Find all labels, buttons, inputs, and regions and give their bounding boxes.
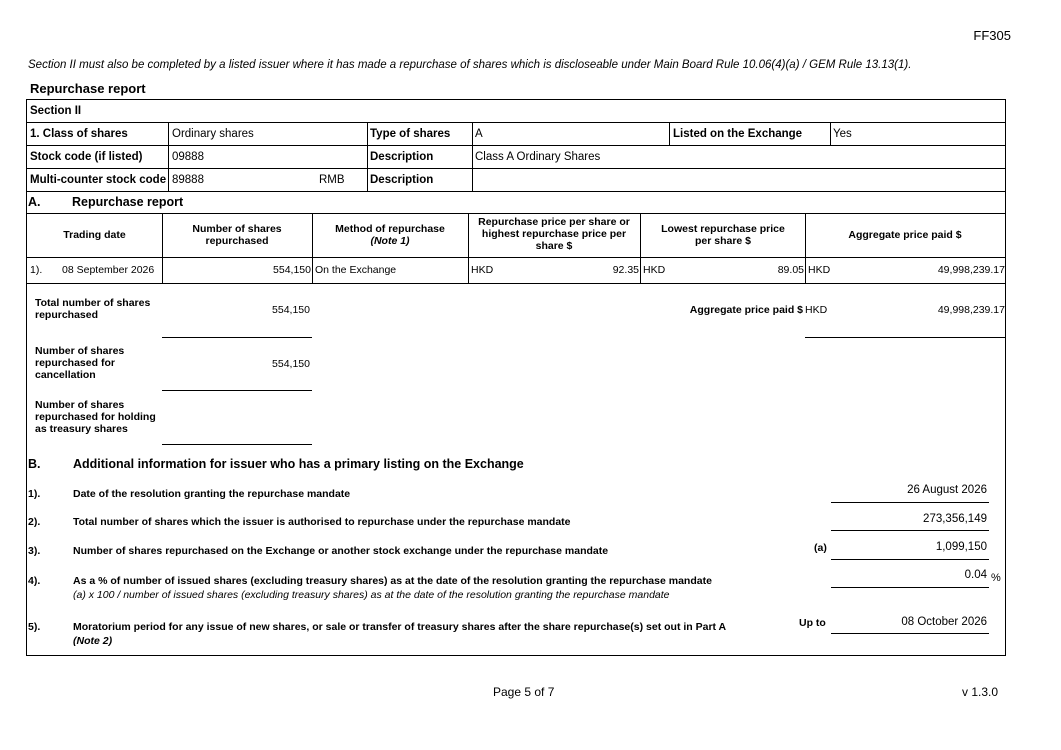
rule xyxy=(640,213,641,283)
section-title: Section II xyxy=(30,105,82,117)
b-item-index: 2). xyxy=(28,516,41,528)
value-line xyxy=(831,502,989,503)
col-method xyxy=(312,223,468,247)
b-item-sublabel: (Note 2) xyxy=(73,635,113,647)
description-value: Class A Ordinary Shares xyxy=(475,151,601,163)
rule xyxy=(162,390,312,391)
b-item-label: Date of the resolution granting the repurchase mandate xyxy=(73,488,351,500)
b-item-prefix: (a) xyxy=(814,542,827,554)
rule xyxy=(168,122,169,191)
b-item-label: Number of shares repurchased on the Exchange or another stock exchange under the repurchase mandate xyxy=(73,545,609,557)
b-item-prefix: Up to xyxy=(799,617,826,629)
part-b-title: Additional information for issuer who has a primary listing on the Exchange xyxy=(73,457,524,471)
version-label: v 1.3.0 xyxy=(962,685,999,699)
rule xyxy=(27,283,1005,284)
rule xyxy=(805,337,1005,338)
rule xyxy=(805,213,806,283)
rule xyxy=(27,122,1005,123)
value-line xyxy=(831,559,989,560)
percent-unit: % xyxy=(991,572,1001,584)
col-aggregate: Aggregate price paid $ xyxy=(848,229,962,241)
rule xyxy=(830,122,831,145)
rule xyxy=(27,257,1005,258)
b-item-sublabel: (a) x 100 / number of issued shares (excluding treasury shares) as at the date of the resolution granting the repurchase mandate xyxy=(73,589,670,601)
value-line xyxy=(831,587,989,588)
rule xyxy=(472,122,473,191)
stock-code-value: 09888 xyxy=(172,151,204,163)
description-label: Description xyxy=(370,151,434,163)
b-item-index: 5). xyxy=(28,621,41,633)
row-agg-currency: HKD xyxy=(808,264,831,276)
row-high-price: 92.35 xyxy=(612,264,639,276)
b-item-index: 4). xyxy=(28,575,41,587)
value-line xyxy=(831,633,989,634)
intro-note: Section II must also be completed by a listed issuer where it has made a repurchase of shares which is discloseable under Main Board Rule 10.06(4)(a) / GEM Rule 13.13(1). xyxy=(28,59,912,71)
col-method-label: Method of repurchase xyxy=(335,223,445,235)
b-item-value: 1,099,150 xyxy=(935,541,987,553)
col-method-note: (Note 1) xyxy=(370,235,410,247)
report-heading: Repurchase report xyxy=(30,81,146,96)
rule xyxy=(27,191,1005,192)
rule xyxy=(669,122,670,145)
b-item-value: 26 August 2026 xyxy=(907,484,987,496)
form-code: FF305 xyxy=(973,28,1011,43)
multi-counter-label: Multi-counter stock code xyxy=(30,174,167,186)
treasury-label: Number of shares repurchased for holding as treasury shares xyxy=(35,399,156,435)
row-aggregate: 49,998,239.17 xyxy=(937,264,1005,276)
rule xyxy=(27,145,1005,146)
type-of-shares-label: Type of shares xyxy=(370,128,451,140)
b-item-label: Moratorium period for any issue of new shares, or sale or transfer of treasury shares after the share repurchase(s) set out in Part A xyxy=(73,621,727,633)
type-of-shares-value: A xyxy=(475,128,483,140)
rule xyxy=(162,337,312,338)
page-number: Page 5 of 7 xyxy=(493,685,555,699)
rule xyxy=(367,122,368,191)
total-aggregate-label: Aggregate price paid $ xyxy=(689,304,803,316)
cancellation-value: 554,150 xyxy=(272,358,310,370)
col-number-repurchased: Number of shares repurchased xyxy=(192,223,282,247)
multi-counter-description-label: Description xyxy=(370,174,434,186)
row-low-currency: HKD xyxy=(643,264,666,276)
multi-counter-value: 89888 xyxy=(172,174,204,186)
col-trading-date: Trading date xyxy=(63,229,126,241)
b-item-value: 273,356,149 xyxy=(923,513,987,525)
section-ii-form xyxy=(26,99,1006,656)
rule xyxy=(27,168,1005,169)
b-item-index: 1). xyxy=(28,488,41,500)
part-a-letter: A. xyxy=(28,195,41,209)
part-a-title: Repurchase report xyxy=(72,195,184,209)
value-line xyxy=(831,530,989,531)
rule xyxy=(162,444,312,445)
row-number: 554,150 xyxy=(273,264,311,276)
b-item-value: 08 October 2026 xyxy=(901,616,987,628)
total-aggregate-currency: HKD xyxy=(805,304,828,316)
total-aggregate-value: 49,998,239.17 xyxy=(937,304,1005,316)
class-of-shares-label: 1. Class of shares xyxy=(30,128,128,140)
col-highest-price: Repurchase price per share or highest repurchase price per share $ xyxy=(478,216,630,252)
total-label: Total number of shares repurchased xyxy=(35,297,151,321)
row-low-price: 89.05 xyxy=(777,264,804,276)
row-method: On the Exchange xyxy=(315,264,397,276)
cancellation-label: Number of shares repurchased for cancellation xyxy=(35,345,125,381)
listed-label: Listed on the Exchange xyxy=(673,128,803,140)
b-item-label: Total number of shares which the issuer is authorised to repurchase under the repurchase mandate xyxy=(73,516,571,528)
row-index: 1). xyxy=(30,264,43,276)
row-high-currency: HKD xyxy=(471,264,494,276)
multi-counter-currency: RMB xyxy=(319,174,345,186)
rule xyxy=(468,213,469,283)
b-item-index: 3). xyxy=(28,545,41,557)
row-date: 08 September 2026 xyxy=(62,264,155,276)
listed-value: Yes xyxy=(833,128,852,140)
b-item-value: 0.04 xyxy=(964,569,987,581)
rule xyxy=(27,213,1005,214)
total-value: 554,150 xyxy=(272,304,310,316)
part-b-letter: B. xyxy=(28,457,41,471)
b-item-label: As a % of number of issued shares (excluding treasury shares) as at the date of the resolution granting the repurchase mandate xyxy=(73,575,712,587)
col-lowest-price: Lowest repurchase price per share $ xyxy=(661,223,785,247)
stock-code-label: Stock code (if listed) xyxy=(30,151,143,163)
class-of-shares-value: Ordinary shares xyxy=(172,128,254,140)
